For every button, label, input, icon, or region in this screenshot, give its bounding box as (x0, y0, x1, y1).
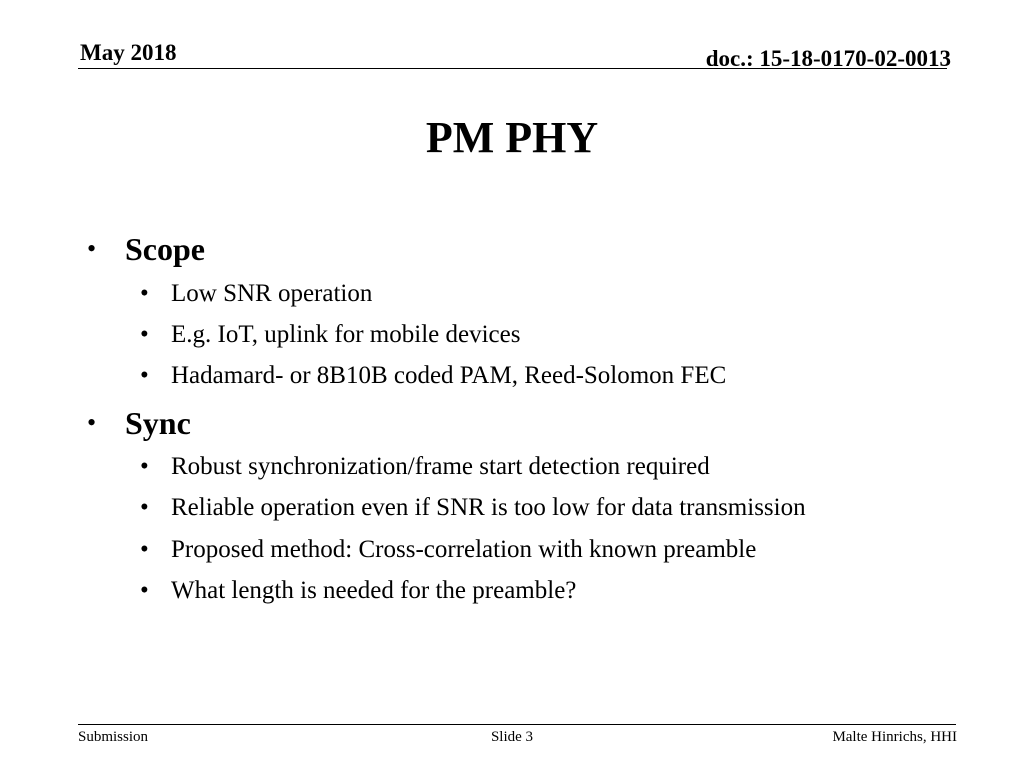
list-item-text: Reliable operation even if SNR is too low for data transmission (171, 494, 806, 521)
bullet-icon: • (140, 453, 149, 480)
bullet-icon: • (87, 408, 97, 437)
bullet-icon: • (140, 362, 149, 389)
list-item-text: E.g. IoT, uplink for mobile devices (171, 321, 521, 348)
bullet-icon: • (140, 577, 149, 604)
bullet-icon: • (87, 234, 97, 263)
list-item-text: Hadamard- or 8B10B coded PAM, Reed-Solomon FEC (171, 362, 727, 389)
bullet-icon: • (140, 321, 149, 348)
slide-title: PM PHY (425, 113, 599, 162)
footer-divider (78, 724, 956, 725)
list-item-text: Low SNR operation (171, 280, 373, 307)
bullet-icon: • (140, 536, 149, 563)
footer-submission: Submission (78, 729, 149, 745)
bullet-icon: • (140, 280, 149, 307)
footer-slide-number: Slide 3 (490, 729, 534, 745)
header-document-id: doc.: 15-18-0170-02-0013 (705, 46, 951, 71)
bullet-icon: • (140, 494, 149, 521)
header-date: May 2018 (80, 40, 177, 65)
header-divider (78, 68, 947, 69)
list-item-text: Proposed method: Cross-correlation with known preamble (171, 536, 757, 563)
list-item-text: What length is needed for the preamble? (171, 577, 577, 604)
list-item-text: Robust synchronization/frame start detection required (171, 453, 710, 480)
section-heading-label: Sync (125, 405, 191, 441)
footer-author: Malte Hinrichs, HHI (832, 729, 957, 745)
section-heading-label: Scope (125, 231, 205, 267)
